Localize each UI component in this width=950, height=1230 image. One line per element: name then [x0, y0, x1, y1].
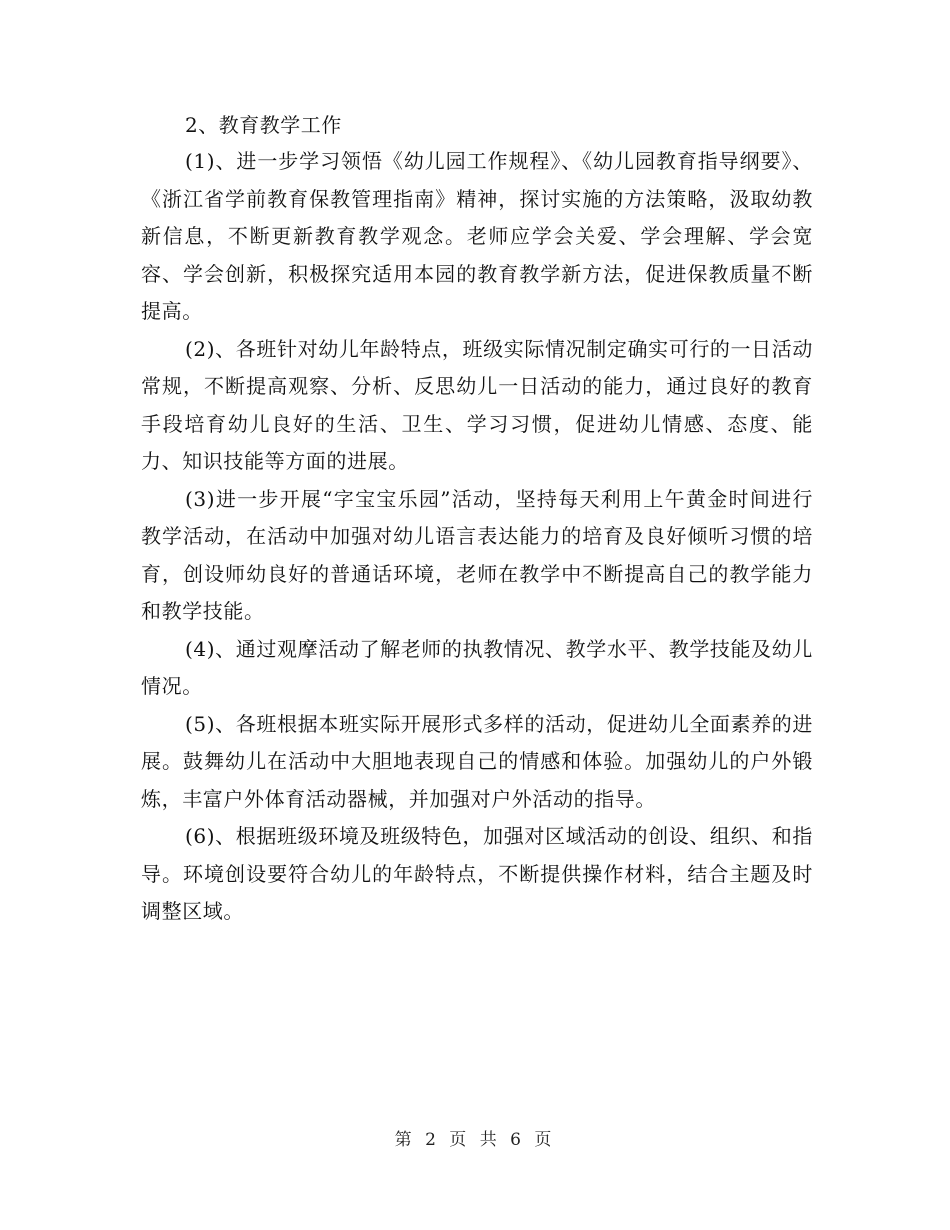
paragraph-5: (5)、各班根据本班实际开展形式多样的活动，促进幼儿全面素养的进展。鼓舞幼儿在活动中大胆地表现自己的情感和体验。加强幼儿的户外锻炼，丰富户外体育活动器械，并加强对户外活动的指导。 — [141, 711, 813, 811]
document-body — [141, 107, 813, 931]
section-heading: 2、教育教学工作 — [185, 113, 342, 137]
page-number-footer: 第 2 页 共 6 页 — [394, 1130, 556, 1150]
paragraph-3: (3)进一步开展“字宝宝乐园”活动，坚持每天利用上午黄金时间进行教学活动，在活动中加强对幼儿语言表达能力的培育及良好倾听习惯的培育，创设师幼良好的普通话环境，老师在教学中不断提高自己的教学能力和教学技能。 — [141, 486, 813, 623]
paragraph-6: (6)、根据班级环境及班级特色，加强对区域活动的创设、组织、和指导。环境创设要符合幼儿的年龄特点，不断提供操作材料，结合主题及时调整区域。 — [141, 824, 813, 923]
paragraph-2: (2)、各班针对幼儿年龄特点，班级实际情况制定确实可行的一日活动常规，不断提高观察、分析、反思幼儿一日活动的能力，通过良好的教育手段培育幼儿良好的生活、卫生、学习习惯，促进幼儿情感、态度、能力、知识技能等方面的进展。 — [141, 336, 813, 473]
paragraph-1: (1)、进一步学习领悟《幼儿园工作规程》、《幼儿园教育指导纲要》、《浙江省学前教育保教管理指南》精神，探讨实施的方法策略，汲取幼教新信息，不断更新教育教学观念。老师应学会关爱、学会理解、学会宽容、学会创新，积极探究适用本园的教育教学新方法，促进保教质量不断提高。 — [141, 149, 813, 323]
paragraph-4: (4)、通过观摩活动了解老师的执教情况、教学水平、教学技能及幼儿情况。 — [141, 636, 813, 698]
